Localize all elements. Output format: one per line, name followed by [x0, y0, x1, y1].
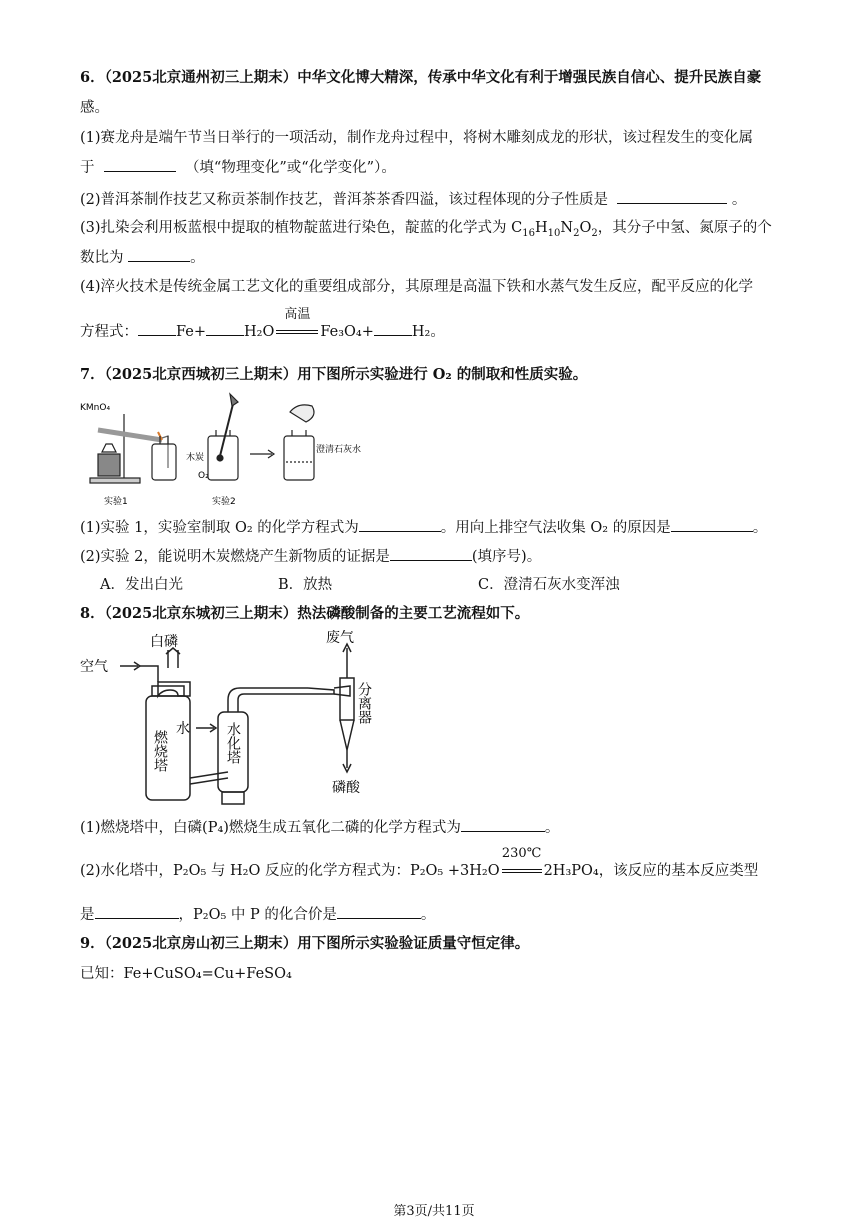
- q6-part3-line1: (3)扎染会利用板蓝根中提取的植物靛蓝进行染色，靛蓝的化学式为 $C_{16}H_{10}N_2O_2$，其分子中氢、氮原子的个: [80, 220, 772, 239]
- hand: [290, 405, 314, 422]
- q8-part3-pre: 是: [80, 907, 95, 923]
- label-kmno4: KMnO₄: [80, 403, 111, 413]
- q6-part4-fe: Fe+: [176, 324, 206, 340]
- q6-part4-cond-text: 高温: [284, 307, 311, 322]
- q7-option-b[interactable]: B．放热: [278, 577, 333, 593]
- q8-part3: [80, 904, 435, 925]
- test-tube: [98, 430, 162, 440]
- burner: [102, 444, 116, 452]
- q6-part4-line1: [80, 277, 753, 297]
- q6-part1-text: (1)赛龙舟是端午节当日举行的一项活动，制作龙舟过程中，将树木雕刻成龙的形状，该过程发生的变化属: [80, 130, 754, 146]
- q8-part1-post: 。: [544, 820, 560, 836]
- q9-known: [80, 964, 292, 984]
- q7-part2-blank[interactable]: [390, 546, 472, 561]
- q6-part3-ratio-pre: 数比为: [80, 250, 124, 266]
- label-waste-gas: 废气: [326, 630, 354, 646]
- label-water: 水: [176, 721, 190, 737]
- label-charcoal: 木炭: [186, 453, 205, 463]
- page-footer: 第3页/共11页: [393, 1204, 475, 1219]
- q7-stem: [80, 365, 587, 385]
- q6-part3-pre: (3)扎染会利用板蓝根中提取的植物靛蓝进行染色，靛蓝的化学式为 C: [80, 220, 523, 236]
- q8-part2-cond-text: 230℃: [501, 846, 542, 861]
- q8-part1-pre: (1)燃烧塔中，白磷(P₄)燃烧生成五氧化二磷的化学方程式为: [80, 820, 461, 836]
- q8-part3-blank1[interactable]: [95, 904, 179, 919]
- q6-part3-ratio-post: 。: [190, 250, 205, 266]
- q6-part3-post: ，其分子中氢、氮原子的个: [597, 220, 772, 236]
- q7-option-a[interactable]: A．发出白光: [100, 577, 183, 593]
- tongs: [220, 400, 234, 456]
- burn-tower-shape: [158, 682, 190, 696]
- q8-part2: [80, 846, 759, 881]
- q6-part2-pre: (2)普洱茶制作技艺又称贡茶制作技艺，普洱茶茶香四溢，该过程体现的分子性质是: [80, 192, 609, 208]
- q6-stem-line1: [80, 68, 761, 88]
- q7-option-c[interactable]: C．澄清石灰水变浑浊: [478, 577, 620, 593]
- q7-options: [100, 575, 620, 595]
- q6-part3-line2: [80, 247, 205, 268]
- q7-part1-mid: 。用向上排空气法收集 O₂ 的原因是: [440, 520, 671, 536]
- q7-part1: [80, 517, 767, 538]
- separator-body: [340, 678, 354, 720]
- q9-known-text: 已知：Fe+CuSO₄=Cu+FeSO₄: [80, 966, 292, 982]
- q9-stem: [80, 934, 529, 954]
- q6-part4-condition: [274, 307, 320, 342]
- q6-part4-text: (4)淬火技术是传统金属工艺文化的重要组成部分，其原理是高温下铁和水蒸气发生反应，配平反应的化学: [80, 279, 754, 295]
- q8-part2-condition: [500, 846, 544, 881]
- label-exp1: 实验1: [104, 497, 128, 507]
- q8-part1-blank[interactable]: [461, 817, 545, 832]
- label-hydration-tower: 水化塔: [225, 722, 241, 764]
- label-exp2: 实验2: [212, 497, 236, 507]
- q7-part2-pre: (2)实验 2，能说明木炭燃烧产生新物质的证据是: [80, 549, 390, 565]
- label-burn-tower: 燃烧塔: [152, 730, 168, 772]
- q6-part4-h2o: H₂O: [244, 324, 275, 340]
- q8-part2-pre: (2)水化塔中，P₂O₅ 与 H₂O 反应的化学方程式为：P₂O₅ +3H₂O: [80, 863, 500, 879]
- q6-stem-a: 6．（2025北京通州初三上期末）中华文化博大精深，传承中华文化有利于增强民族自信心、提升民族自豪: [80, 69, 762, 86]
- q8-part3-mid: ，P₂O₅ 中 P 的化合价是: [178, 907, 337, 923]
- q6-part1-line1: [80, 128, 753, 148]
- collecting-bottle: [152, 444, 176, 480]
- q6-part2-blank[interactable]: [617, 189, 727, 204]
- q8-part3-blank2[interactable]: [337, 904, 421, 919]
- q6-part3-blank[interactable]: [128, 247, 190, 262]
- q7-part1-blank2[interactable]: [671, 517, 753, 532]
- q7-part2-post: (填序号)。: [471, 549, 542, 565]
- q6-part1-line2: [80, 157, 396, 178]
- label-phosphoric-acid: 磷酸: [332, 780, 360, 796]
- q6-part4-equation: [80, 307, 445, 342]
- q7-stem-text: 7．（2025北京西城初三上期末）用下图所示实验进行 O₂ 的制取和性质实验。: [80, 366, 588, 383]
- q7-part1-post: 。: [752, 520, 768, 536]
- q7-part1-blank1[interactable]: [359, 517, 441, 532]
- limewater-bottle: [284, 436, 314, 480]
- q6-part4-fe3o4: Fe₃O₄+: [320, 324, 374, 340]
- q6-part4-h2: H₂。: [411, 324, 445, 340]
- stand-base: [90, 478, 140, 483]
- q8-figure: [78, 630, 398, 810]
- label-air: 空气: [80, 659, 108, 675]
- q8-stem: [80, 604, 529, 624]
- q6-stem-line2: [80, 98, 109, 118]
- q7-part1-pre: (1)实验 1，实验室制取 O₂ 的化学方程式为: [80, 520, 359, 536]
- q6-part2-post: 。: [731, 192, 747, 208]
- q6-part1-blank[interactable]: [104, 157, 176, 172]
- q6-stem-b: 感。: [80, 100, 109, 116]
- q9-stem-text: 9．（2025北京房山初三上期末）用下图所示实验验证质量守恒定律。: [80, 935, 530, 952]
- q6-part2: [80, 189, 746, 210]
- q8-stem-text: 8．（2025北京东城初三上期末）热法磷酸制备的主要工艺流程如下。: [80, 605, 530, 622]
- q6-part4-pre: 方程式：: [80, 324, 138, 340]
- q7-part2: [80, 546, 541, 567]
- q6-part4-blank-fe[interactable]: [138, 321, 176, 336]
- q6-part4-blank-h2[interactable]: [374, 321, 412, 336]
- label-white-p: 白磷: [150, 634, 178, 650]
- q6-part1-post: （填“物理变化”或“化学变化”）。: [184, 160, 396, 176]
- q8-part3-post: 。: [420, 907, 436, 923]
- label-limewater: 澄清石灰水: [316, 445, 362, 455]
- q8-part2-post: 2H₃PO₄，该反应的基本反应类型: [543, 863, 759, 879]
- q7-figure: [80, 392, 370, 512]
- label-o2: O₂: [198, 471, 209, 481]
- q8-part1: [80, 817, 559, 838]
- q6-part4-blank-h2o[interactable]: [206, 321, 244, 336]
- delivery-tube: [162, 436, 168, 468]
- q6-part1-pre: 于: [80, 160, 95, 176]
- label-separator: 分离器: [356, 682, 372, 724]
